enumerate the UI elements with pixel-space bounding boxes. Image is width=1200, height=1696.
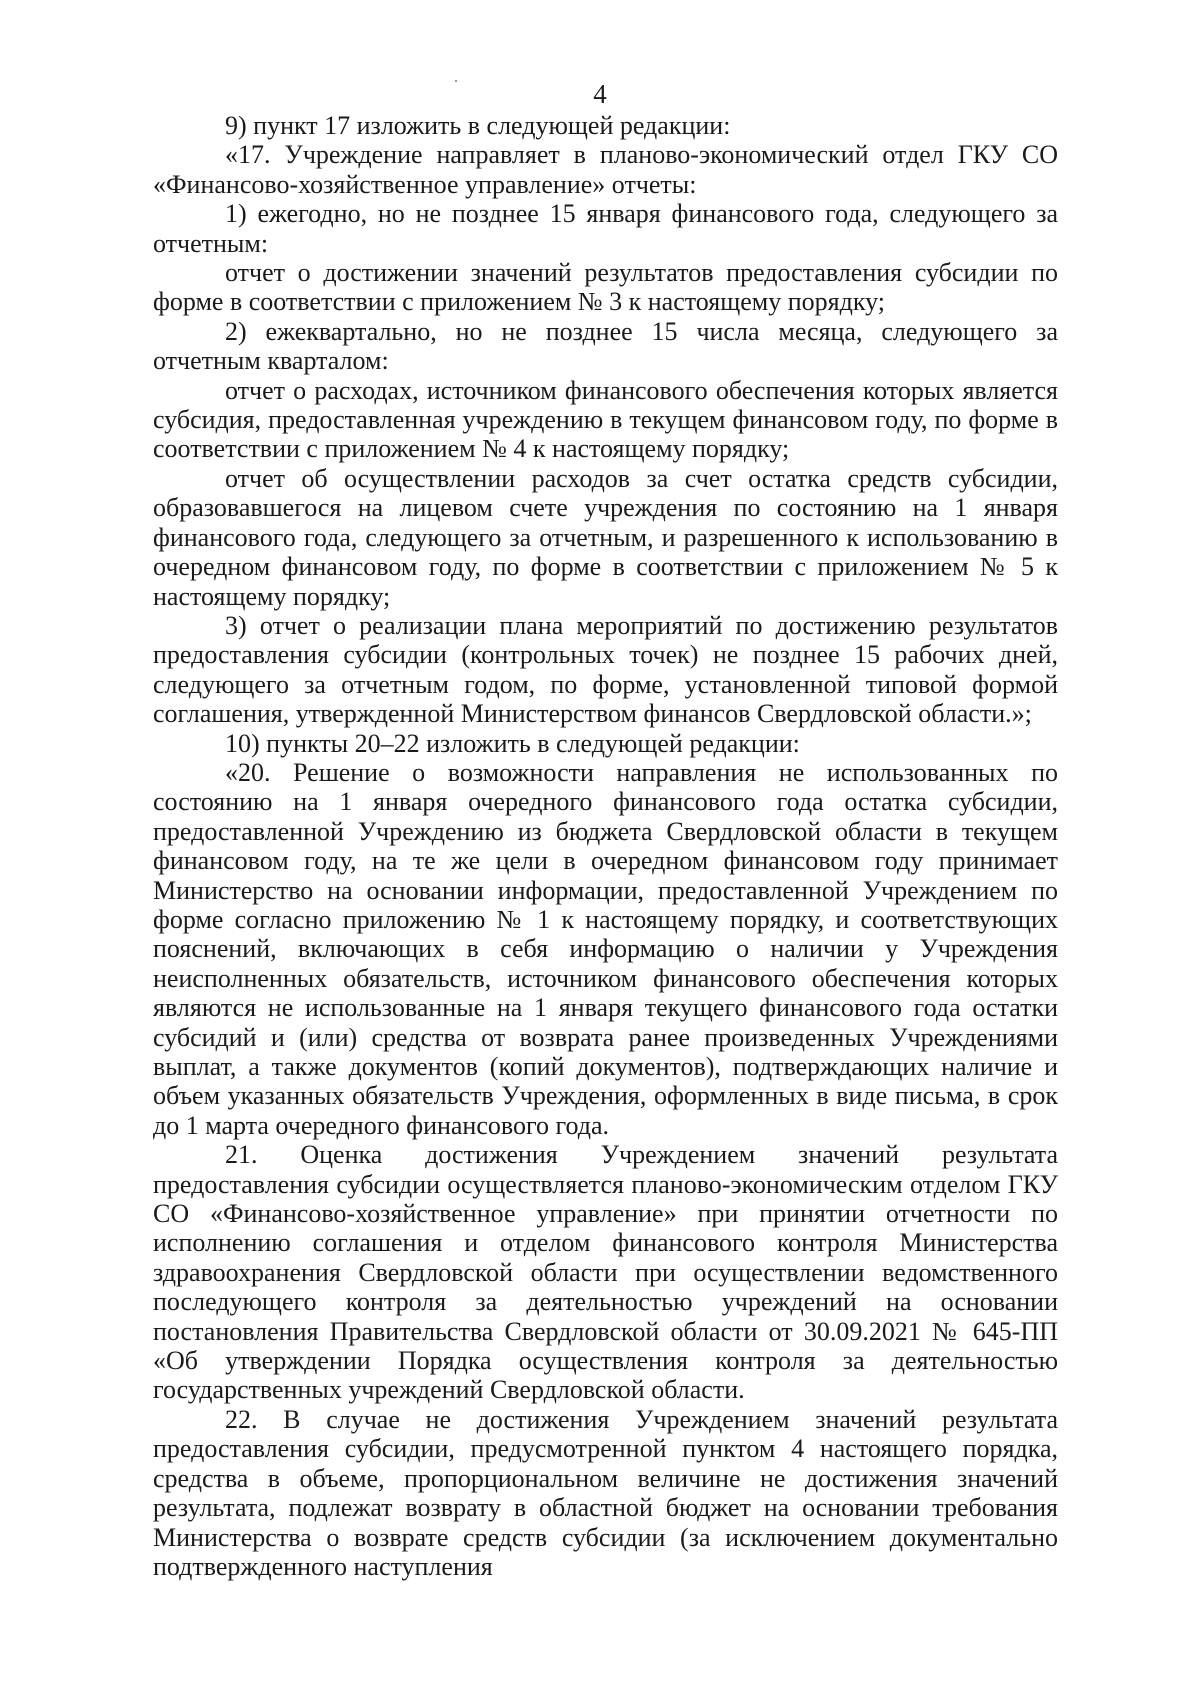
- page-number: 4: [593, 79, 607, 109]
- paragraph-item-9: 9) пункт 17 изложить в следующей редакции:: [225, 111, 731, 140]
- paragraph-clause-22: 22. В случае не достижения Учреждением значений результата предоставления субсидии, предусмотренной пунктом 4 настоящего порядка, средства в объеме, пропорциональном величине не достижения значений результата, подлежат возврату в областной бюджет на основании требования Министерства о возврате средств субсидии (за исключением документально подтвержденного наступления: [153, 1404, 1058, 1581]
- paragraph-annual-reports: 1) ежегодно, но не позднее 15 января финансового года, следующего за отчетным:: [153, 199, 1058, 258]
- paragraph-item-10: 10) пункты 20–22 изложить в следующей редакции:: [225, 728, 800, 758]
- paragraph-clause-17: «17. Учреждение направляет в планово-экономический отдел ГКУ СО «Финансово-хозяйственное управление» отчеты:: [153, 140, 1058, 199]
- paragraph-clause-20: «20. Решение о возможности направления не использованных по состоянию на 1 января очередного финансового года остатка субсидии, предоставленной Учреждению из бюджета Свердловской области в текущем финансовом году, на те же цели в очередном финансовом году принимает Министерство на основании информации, предоставленной Учреждением по форме согласно приложению № 1 к настоящему порядку, и соответствующих пояснений, включающих в себя информацию о наличии у Учреждения неисполненных обязательств, источником финансового обеспечения которых являются не использованные на 1 января текущего финансового года остатки субсидий и (или) средства от возврата ранее произведенных Учреждениями выплат, а также документов (копий документов), подтверждающих наличие и объем указанных обязательств Учреждения, оформленных в виде письма, в срок до 1 марта очередного финансового года.: [153, 757, 1058, 1140]
- paragraph-plan-report: 3) отчет о реализации плана мероприятий по достижению результатов предоставления субсидии (контрольных точек) не позднее 15 рабочих дней, следующего за отчетным годом, по форме, установленной типовой формой соглашения, утвержденной Министерством финансов Свердловской области.»;: [153, 610, 1058, 729]
- paragraph-clause-21: 21. Оценка достижения Учреждением значений результата предоставления субсидии осуществляется планово-экономическим отделом ГКУ СО «Финансово-хозяйственное управление» при принятии отчетности по исполнению соглашения и отделом финансового контроля Министерства здравоохранения Свердловской области при осуществлении ведомственного последующего контроля за деятельностью учреждений на основании постановления Правительства Свердловской области от 30.09.2021 № 645-ПП «Об утверждении Порядка осуществления контроля за деятельностью государственных учреждений Свердловской области.: [153, 1140, 1058, 1405]
- paragraph-balance-report: отчет об осуществлении расходов за счет остатка средств субсидии, образовавшегося на лицевом счете учреждения по состоянию на 1 января финансового года, следующего за отчетным, и разрешенного к использованию в очередном финансовом году, по форме в соответствии с приложением № 5 к настоящему порядку;: [153, 463, 1058, 611]
- document-body: [153, 111, 1058, 1581]
- paragraph-expenses-report: отчет о расходах, источником финансового обеспечения которых является субсидия, предоставленная учреждению в текущем финансовом году, по форме в соответствии с приложением № 4 к настоящему порядку;: [153, 375, 1058, 464]
- paragraph-results-report: отчет о достижении значений результатов предоставления субсидии по форме в соответствии с приложением № 3 к настоящему порядку;: [153, 258, 1058, 317]
- paragraph-quarterly-reports: 2) ежеквартально, но не позднее 15 числа месяца, следующего за отчетным кварталом:: [153, 316, 1058, 376]
